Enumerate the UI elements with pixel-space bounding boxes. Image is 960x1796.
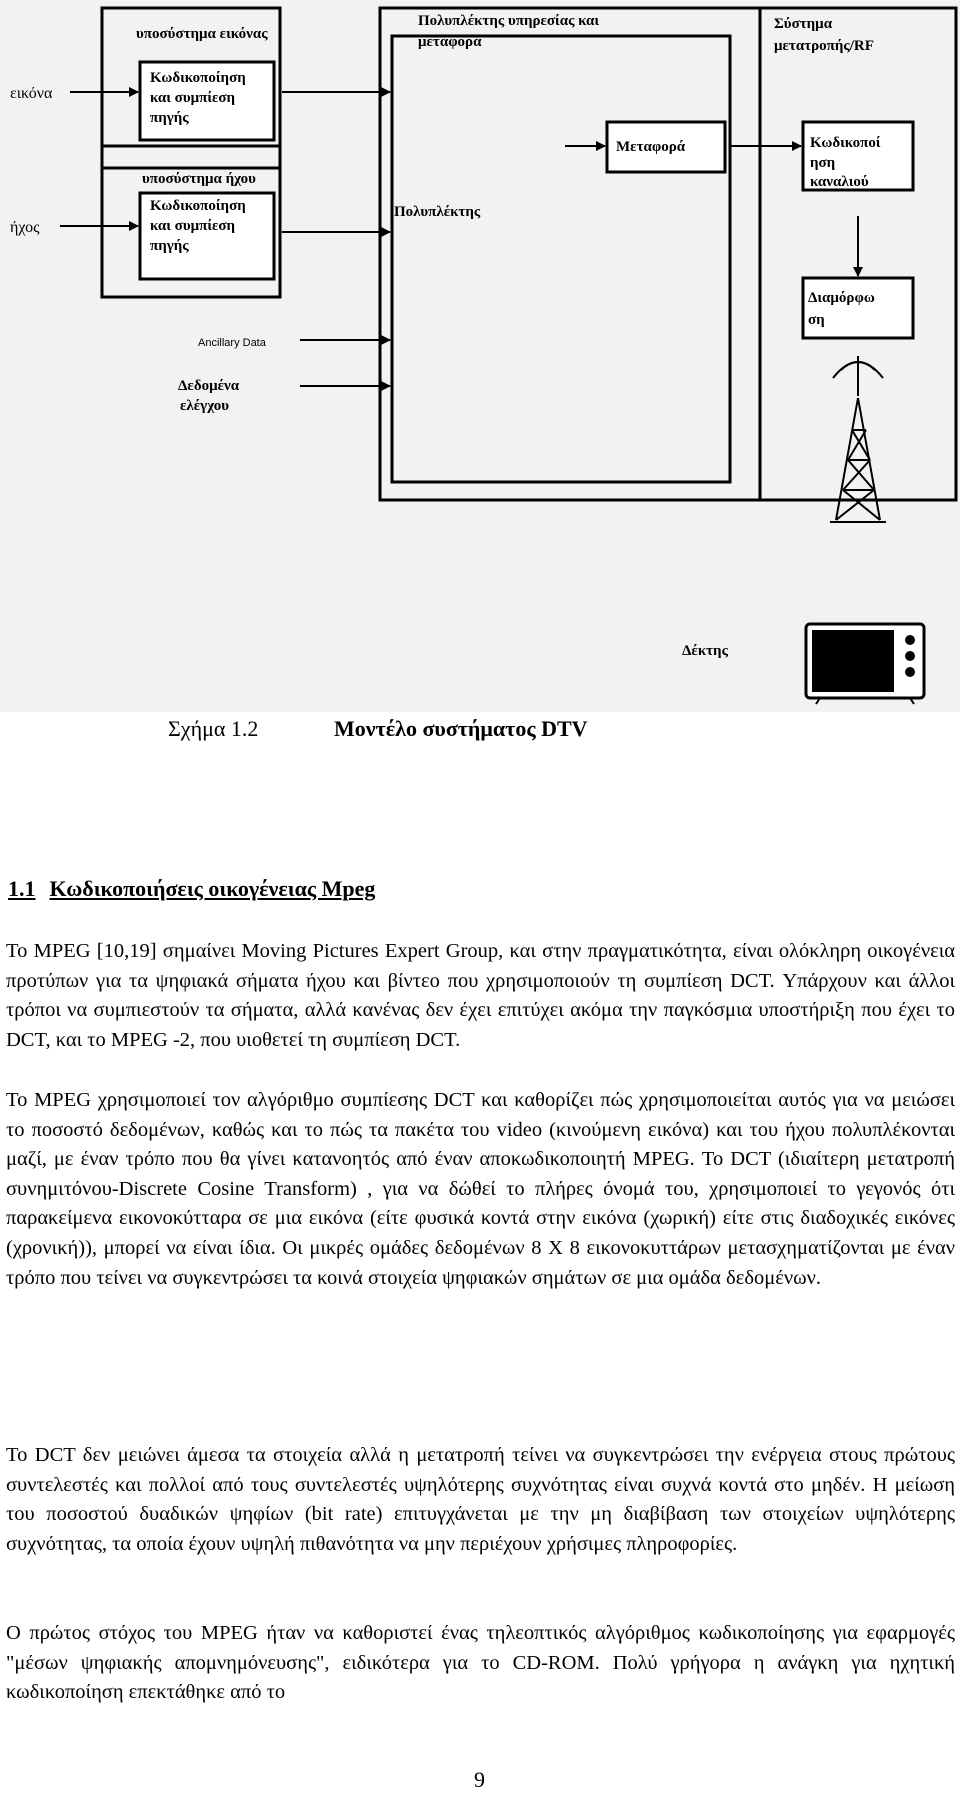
tv-receiver-icon bbox=[806, 624, 924, 704]
video-coding-line-2: και συμπίεση bbox=[150, 90, 236, 106]
audio-coding-line-3: πηγής bbox=[150, 238, 189, 254]
receiver-label: Δέκτης bbox=[682, 643, 728, 659]
control-data-line-1: Δεδομένα bbox=[178, 378, 240, 394]
video-subsystem-label: υποσύστημα εικόνας bbox=[136, 26, 268, 42]
channel-coding-line-1: Κωδικοποί bbox=[810, 135, 881, 151]
figure-title: Μοντέλο συστήματος DTV bbox=[334, 716, 588, 741]
section-heading bbox=[8, 876, 375, 902]
rf-header-line-1: Σύστημα bbox=[774, 16, 833, 32]
channel-coding-line-2: ηση bbox=[810, 155, 836, 171]
mux-frame bbox=[380, 8, 956, 500]
figure-number: Σχήμα 1.2 bbox=[168, 716, 259, 741]
figure-caption bbox=[168, 716, 588, 742]
paragraph-mpeg-goal: Ο πρώτος στόχος του MPEG ήταν να καθοριστεί ένας τηλεοπτικός αλγόριθμος κωδικοποίησης για εφαρμογές "μέσων ψηφιακής απομνημόνευσης", ειδικότερα για το CD-ROM. Πολύ γρήγορα η ανάγκη για ηχητική κωδικοποίηση επεκτάθηκε από το bbox=[6, 1622, 955, 1704]
page-number: 9 bbox=[474, 1767, 485, 1792]
channel-coding-line-3: καναλιού bbox=[810, 174, 869, 190]
transport-label: Μεταφορά bbox=[616, 139, 686, 155]
mux-header-line-1: Πολυπλέκτης υπηρεσίας και bbox=[418, 13, 600, 29]
video-coding-line-3: πηγής bbox=[150, 110, 189, 126]
modulation-box bbox=[803, 278, 913, 338]
control-data-line-2: ελέγχου bbox=[180, 398, 229, 414]
multiplexer-label: Πολυπλέκτης bbox=[394, 204, 481, 220]
multiplexer-box bbox=[392, 36, 730, 482]
modulation-line-1: Διαμόρφω bbox=[808, 290, 875, 306]
mux-header-line-2: μεταφορά bbox=[418, 34, 482, 50]
section-number: 1.1 bbox=[8, 876, 36, 901]
audio-coding-line-1: Κωδικοποίηση bbox=[150, 198, 246, 214]
ancillary-data-label: Ancillary Data bbox=[198, 337, 266, 349]
audio-coding-line-2: και συμπίεση bbox=[150, 218, 236, 234]
antenna-tower-icon bbox=[830, 356, 886, 522]
input-video-label: εικόνα bbox=[10, 85, 53, 102]
paragraph-dct-energy: Το DCT δεν μειώνει άμεσα τα στοιχεία αλλά η μετατροπή τείνει να συγκεντρώσει την ενέργεια στους πρώτους συντελεστές και πολλοί από τους συντελεστές υψηλότερης συχνότητας είναι συχνά κοντά στο μηδέν. Η μείωση του ποσοστού δυαδικών ψηφίων (bit rate) επιτυγχάνεται με την μη διαβίβαση των στοιχείων υψηλότερης συχνότητας, τα οποία έχουν υψηλή πιθανότητα να μην περιέχουν χρήσιμες πληροφορίες. bbox=[6, 1444, 955, 1555]
rf-header-line-2: μετατροπής/RF bbox=[774, 38, 874, 54]
paragraph-mpeg-intro: Το MPEG [10,19] σημαίνει Moving Pictures Expert Group, και στην πραγματικότητα, είναι ολόκληρη οικογένεια προτύπων για τα ψηφιακά σήματα ήχου και βίντεο που χρησιμοποιούν τη συμπίεση DCT. Υπάρχουν και άλλοι τρόποι να συμπιεστούν τα σήματα, αλλά κανένας δεν έχει επιτύχει ακόμα την παγκόσμια υποστήριξη που έχει το DCT, και το MPEG -2, που υιοθετεί τη συμπίεση DCT. bbox=[6, 940, 955, 1051]
video-coding-line-1: Κωδικοποίηση bbox=[150, 70, 246, 86]
audio-subsystem-label: υποσύστημα ήχου bbox=[142, 171, 256, 187]
paragraph-dct-algorithm: Το MPEG χρησιμοποιεί τον αλγόριθμο συμπίεσης DCT και καθορίζει πώς χρησιμοποιείται αυτός για να μειώσει το ποσοστό δεδομένων, καθώς και το πώς τα πακέτα του video (κινούμενη εικόνα) και του ήχου πολυπλέκονται μαζί, με έναν τρόπο που θα γίνει κατανοητός από έναν αποκωδικοποιητή MPEG. Το DCT (ιδιαίτερη μετατροπή συνημιτόνου-Discrete Cosine Transform) , για να δώθεί το πλήρες όνομά του, χρησιμοποιεί το γεγονός ότι παρακείμενα εικονοκύτταρα σε μια εικόνα (είτε φυσικά κοντά στην εικόνα (χωρική) είτε στις διαδοχικές εικόνες (χρονική)), μπορεί να είναι ίδια. Οι μικρές ομάδες δεδομένων 8 X 8 εικονοκυττάρων μετασχηματίζονται με έναν τρόπο που τείνει να συγκεντρώσει τα κοινά στοιχεία ψηφιακών σημάτων σε μια ομάδα δεδομένων. bbox=[6, 1089, 955, 1289]
dtv-system-diagram bbox=[0, 0, 960, 712]
section-title: Κωδικοποιήσεις οικογένειας Mpeg bbox=[49, 876, 376, 901]
modulation-line-2: ση bbox=[808, 312, 825, 328]
input-audio-label: ήχος bbox=[10, 219, 40, 236]
